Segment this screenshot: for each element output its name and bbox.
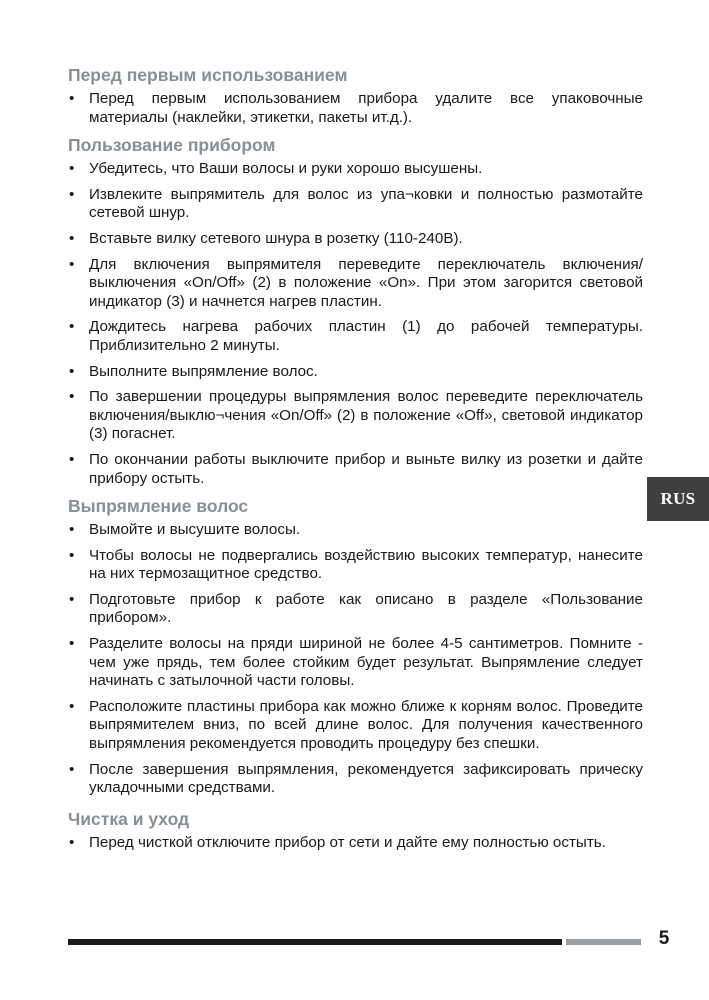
list-item-text: Убедитесь, что Ваши волосы и руки хорошо высушены.: [89, 160, 483, 178]
bullet-list: [68, 834, 643, 853]
list-item-text: Разделите волосы на пряди шириной не более 4-5 сантиметров. Помните - чем уже прядь, тем более стойким будет результат. Выпрямление следует начинать с затылочной части головы.: [89, 635, 643, 690]
list-item: [68, 547, 643, 584]
list-item-text: Перед чисткой отключите прибор от сети и дайте ему полностью остыть.: [89, 833, 606, 851]
footer-rule-dark: [68, 939, 562, 945]
list-item: [68, 698, 643, 754]
list-item: [68, 186, 643, 223]
list-item: [68, 388, 643, 444]
list-item-text: Подготовьте прибор к работе как описано в разделе «Пользование прибором».: [89, 590, 643, 627]
footer-rule-gray: [566, 939, 641, 945]
list-item: [68, 451, 643, 488]
bullet-icon: •: [69, 362, 75, 380]
bullet-icon: •: [69, 229, 75, 247]
bullet-icon: •: [69, 388, 75, 406]
bullet-icon: •: [69, 590, 75, 608]
section-hair-straightening: [68, 495, 643, 798]
list-item: [68, 256, 643, 312]
section-heading: Чистка и уход: [68, 808, 190, 829]
list-item-text: Перед первым использованием прибора удалите все упаковочные материалы (наклейки, этикетки, пакеты ит.д.).: [89, 90, 643, 126]
list-item-text: По завершении процедуры выпрямления волос переведите переключатель включения/выклю¬чения «On/Off» (2) в положение «Off», световой индикатор (3) погаснет.: [89, 388, 643, 443]
bullet-icon: •: [69, 546, 75, 564]
list-item: [68, 160, 643, 179]
list-item-text: По окончании работы выключите прибор и выньте вилку из розетки и дайте прибору остыть.: [89, 450, 643, 487]
bullet-icon: •: [69, 318, 75, 336]
bullet-icon: •: [69, 255, 75, 273]
bullet-icon: •: [69, 185, 75, 203]
bullet-icon: •: [69, 760, 75, 778]
list-item: [68, 318, 643, 355]
bullet-list: [68, 521, 643, 798]
bullet-icon: •: [69, 833, 75, 851]
list-item: [68, 363, 643, 382]
section-heading: Перед первым использованием: [68, 65, 348, 85]
section-heading: Выпрямление волос: [68, 496, 249, 517]
section-cleaning-care: [68, 808, 643, 853]
list-item-text: Извлеките выпрямитель для волос из упа¬ковки и полностью размотайте сетевой шнур.: [89, 185, 643, 222]
language-tab: RUS: [647, 477, 709, 521]
bullet-list: [68, 90, 643, 127]
list-item: [68, 521, 643, 540]
bullet-icon: •: [69, 450, 75, 468]
list-item-text: Расположите пластины прибора как можно ближе к корням волос. Проведите выпрямителем вниз, по всей длине волос. Для получения качественного выпрямления рекомендуется проводить процедуру без спешки.: [89, 697, 643, 753]
list-item: [68, 834, 643, 853]
list-item-text: Чтобы волосы не подвергались воздействию высоких температур, нанесите на них термозащитное средство.: [89, 546, 643, 583]
list-item-text: Для включения выпрямителя переведите переключатель включения/выключения «On/Off» (2) в положение «On». При этом загорится световой индикатор (3) и начнется нагрев пластин.: [89, 255, 643, 310]
bullet-icon: •: [69, 697, 75, 715]
list-item: [68, 591, 643, 628]
section-before-first-use: [68, 64, 643, 127]
list-item: [68, 635, 643, 691]
bullet-icon: •: [69, 521, 75, 539]
section-using-device: [68, 134, 643, 488]
bullet-list: [68, 160, 643, 488]
list-item-text: Дождитесь нагрева рабочих пластин (1) до рабочей температуры. Приблизительно 2 минуты.: [89, 318, 643, 354]
bullet-icon: •: [69, 160, 75, 178]
list-item-text: Вымойте и высушите волосы.: [89, 521, 301, 539]
bullet-icon: •: [69, 90, 75, 107]
list-item: [68, 761, 643, 798]
list-item-text: После завершения выпрямления, рекомендуется зафиксировать прическу укладочными средствами.: [89, 760, 643, 797]
list-item-text: Вставьте вилку сетевого шнура в розетку (110-240В).: [89, 229, 463, 247]
section-heading: Пользование прибором: [68, 135, 276, 156]
page-number: 5: [658, 928, 670, 949]
document-body: [68, 64, 643, 859]
list-item: [68, 90, 643, 127]
list-item-text: Выполните выпрямление волос.: [89, 362, 318, 380]
list-item: [68, 230, 643, 249]
bullet-icon: •: [69, 635, 75, 653]
